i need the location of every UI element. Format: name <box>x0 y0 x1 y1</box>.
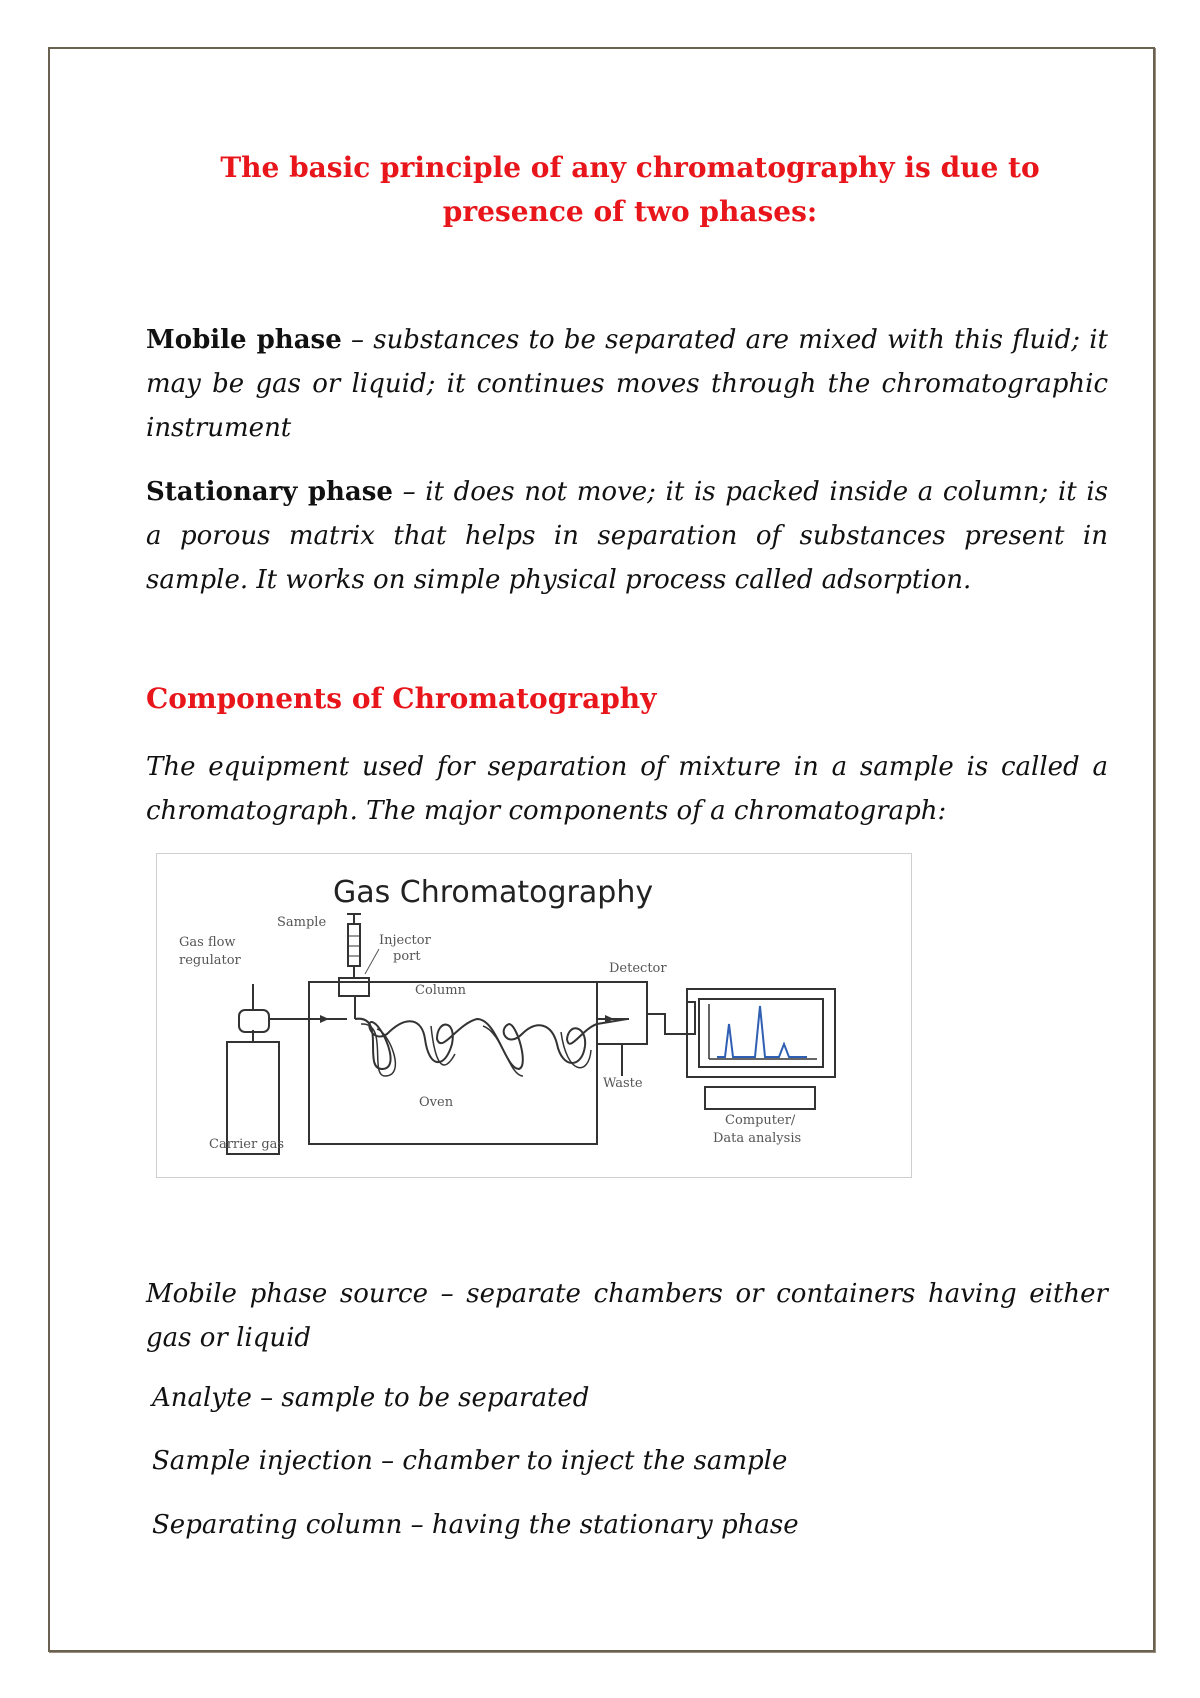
stationary-phase-paragraph <box>146 470 1108 602</box>
list-item-1 <box>146 1272 1108 1360</box>
label-carrier-gas: Carrier gas <box>209 1137 285 1152</box>
gas-chromatography-figure <box>156 853 912 1178</box>
chromatogram-peaks <box>717 1006 807 1057</box>
gas-flow-regulator <box>239 1010 269 1032</box>
label-injector-1: Injector <box>379 933 431 948</box>
list-item-2: Analyte – sample to be separated <box>152 1383 590 1413</box>
label-column: Column <box>415 983 467 998</box>
components-intro <box>146 745 1108 833</box>
components-heading: Components of Chromatography <box>146 682 657 715</box>
list-item-4: Separating column – having the stationary phase <box>152 1510 799 1540</box>
flow-arrow <box>320 1015 329 1023</box>
injector-port <box>339 978 369 996</box>
gc-diagram <box>157 854 911 1177</box>
computer-unit <box>705 1087 815 1109</box>
label-detector: Detector <box>609 961 667 976</box>
label-injector-2: port <box>393 949 421 964</box>
stationary-phase-definition: – it does not move; it is packed inside a column; it is a porous matrix that helps in separation of substances present in sample. It works on simple physical process called adsorption. <box>146 477 1109 595</box>
mobile-phase-paragraph <box>146 318 1108 450</box>
list-item-3: Sample injection – chamber to inject the sample <box>152 1446 788 1476</box>
components-intro-text: The equipment used for separation of mixture in a sample is called a chromatograph. The major components of a chromatograph: <box>146 752 1108 826</box>
mobile-phase-definition: – substances to be separated are mixed with this fluid; it may be gas or liquid; it continues moves through the chromatographic instrument <box>146 325 1108 443</box>
label-gas-flow-1: Gas flow <box>179 935 236 950</box>
figure-title: Gas Chromatography <box>333 875 654 910</box>
label-computer-2: Data analysis <box>713 1131 802 1146</box>
page-title: The basic principle of any chromatography is due to presence of two phases: <box>220 151 1040 228</box>
label-gas-flow-2: regulator <box>179 953 241 968</box>
detector <box>597 982 647 1044</box>
stationary-phase-term: Stationary phase <box>146 477 393 507</box>
list-item-1-text: Mobile phase source – separate chambers or containers having either gas or liquid <box>146 1279 1108 1353</box>
label-oven: Oven <box>419 1095 454 1110</box>
label-computer-1: Computer/ <box>725 1113 796 1128</box>
syringe-icon <box>347 914 361 978</box>
label-sample: Sample <box>277 915 327 930</box>
oven <box>309 982 597 1144</box>
label-waste: Waste <box>603 1076 643 1091</box>
mobile-phase-term: Mobile phase <box>146 325 342 355</box>
column-coil <box>355 1019 627 1076</box>
